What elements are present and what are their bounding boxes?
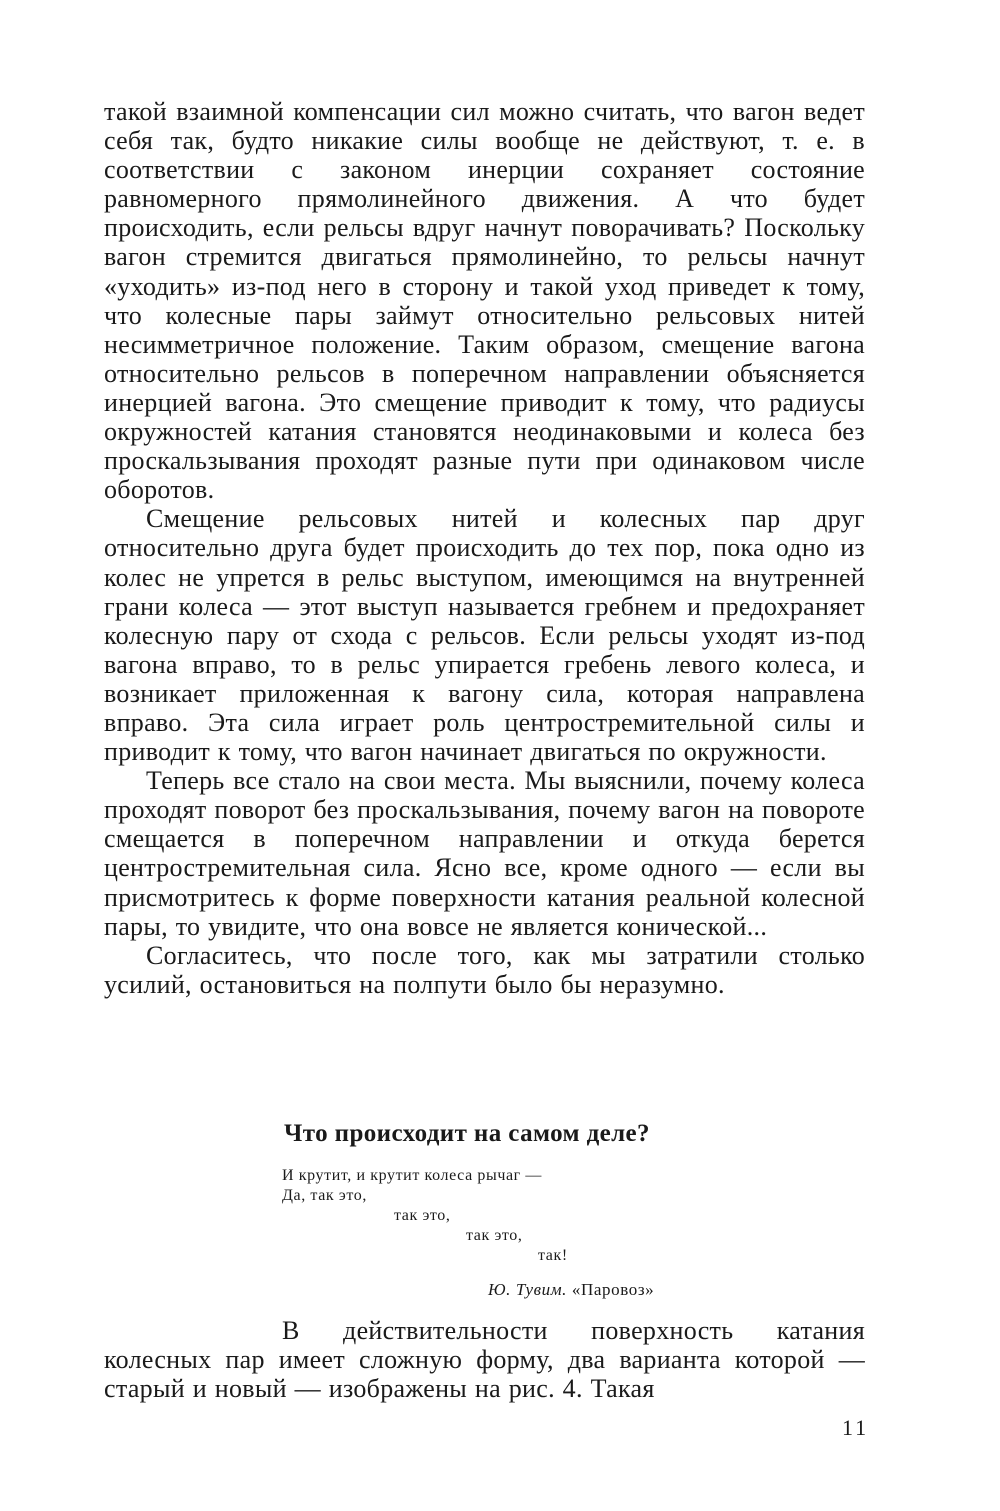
epigraph-poem xyxy=(282,1166,568,1266)
paragraph-4: Согласитесь, что после того, как мы затратили столько усилий, остановиться на полпути было бы неразумно. xyxy=(104,940,865,999)
page-number: 11 xyxy=(842,1415,870,1440)
epigraph-line-4: так это, xyxy=(466,1227,523,1244)
paragraph-1: такой взаимной компенсации сил можно считать, что вагон ведет себя так, будто никакие силы вообще не действуют, т. е. в соответствии с законом инерции сохраняет состояние равномерного прямолинейного движения. А что будет происходить, если рельсы вдруг начнут поворачивать? Поскольку вагон стремится двигаться прямолинейно, то рельсы начнут «уходить» из-под него в сторону и такой уход приведет к тому, что колесные пары займут относительно рельсовых нитей несимметричное положение. Таким образом, смещение вагона относительно рельсов в поперечном направлении объясняется инерцией вагона. Это смещение приводит к тому, что радиусы окружностей катания становятся неодинаковыми и колеса без проскальзывания проходят разные пути при одинаковом числе оборотов. xyxy=(104,97,865,505)
epigraph-line-5: так! xyxy=(538,1247,568,1264)
epigraph-attribution xyxy=(488,1280,654,1300)
paragraph-3: Теперь все стало на свои места. Мы выяснили, почему колеса проходят поворот без проскальзывания, почему вагон на повороте смещается в поперечном направлении и откуда берется центростремительная сила. Ясно все, кроме одного — если вы присмотритесь к форме поверхности катания реальной колесной пары, то увидите, что она вовсе не является конической... xyxy=(104,766,865,941)
epigraph-line-2: Да, так это, xyxy=(282,1187,367,1204)
epigraph-author: Ю. Тувим. xyxy=(488,1280,568,1299)
section-heading: Что происходит на самом деле? xyxy=(284,1120,650,1147)
epigraph-line-1: И крутит, и крутит колеса рычаг — xyxy=(282,1167,543,1184)
epigraph-source: «Паровоз» xyxy=(571,1280,655,1299)
epigraph-line-3: так это, xyxy=(394,1207,451,1224)
main-text-column xyxy=(104,97,865,999)
section-text xyxy=(104,1316,865,1403)
paragraph-5: В действительности поверхность катания колесных пар имеет сложную форму, два варианта которой — старый и новый — изображены на рис. 4. Такая xyxy=(104,1316,865,1404)
paragraph-2: Смещение рельсовых нитей и колесных пар друг относительно друга будет происходить до тех пор, пока одно из колес не упрется в рельс выступом, имеющимся на внутренней грани колеса — этот выступ называется гребнем и предохраняет колесную пару от схода с рельсов. Если рельсы уходят из-под вагона вправо, то в рельс упирается гребень левого колеса, и возникает приложенная к вагону сила, которая направлена вправо. Эта сила играет роль центростремительной силы и приводит к тому, что вагон начинает двигаться по окружности. xyxy=(104,504,865,767)
